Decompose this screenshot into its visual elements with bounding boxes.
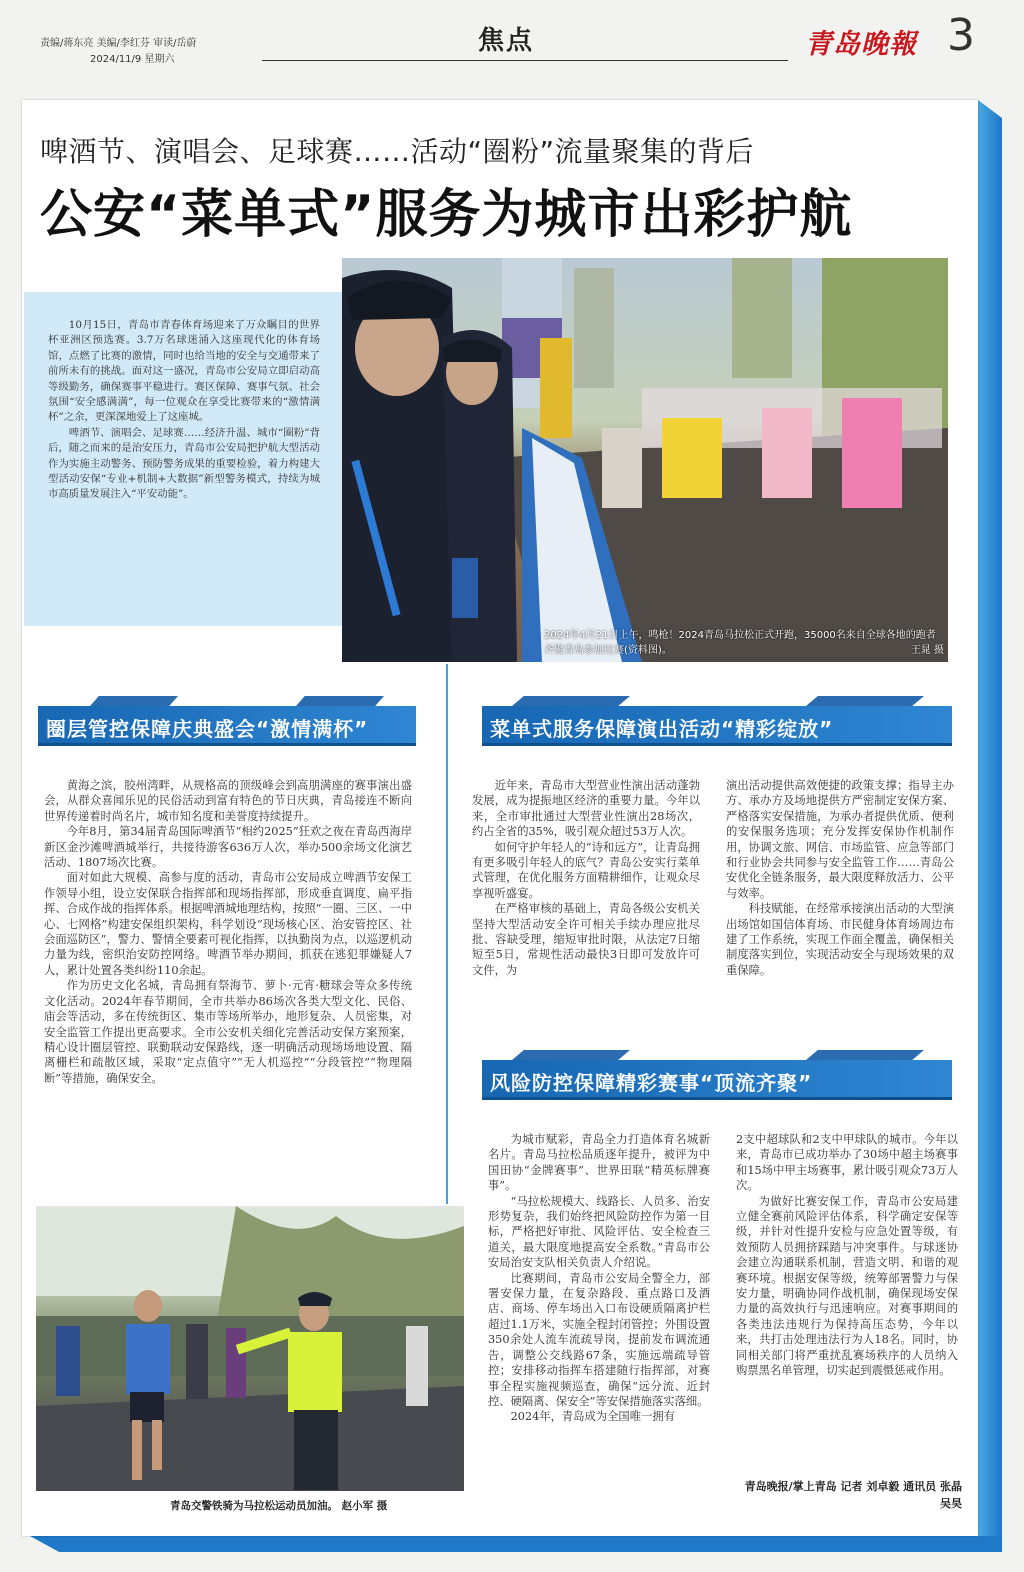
body-paragraph: 2024年，青岛成为全国唯一拥有	[510, 1410, 675, 1424]
body-paragraph: 在严格审核的基础上，青岛各级公安机关坚持大型活动安全许可相关手续办理应批尽批、容缺受理，缩短审批时限，从法定7日缩短至5日，常规性活动最快3日即可发放许可文件，为	[472, 902, 700, 977]
section3-left-body	[488, 1132, 710, 1425]
photo2-caption: 青岛交警铁骑为马拉松运动员加油。 赵小军 摄	[170, 1500, 388, 1512]
body-paragraph: 黄海之滨，胶州湾畔，从规格高的顶级峰会到高朋满座的赛事演出盛会，从群众喜闻乐见的民俗活动到富有特色的节日庆典，青岛接连不断向世界传递着时尚名片，城市知名度和美誉度持续提升。	[44, 779, 412, 823]
body-paragraph: 今年8月，第34届青岛国际啤酒节“相约2025”狂欢之夜在青岛西海岸新区金沙滩啤酒城举行，共接待游客636万人次，举办500余场文化演艺活动、1807场次比赛。	[44, 825, 412, 870]
article-byline: 青岛晚报/掌上青岛 记者 刘卓毅 通讯员 张晶 吴昊	[744, 1480, 962, 1510]
header-rule	[262, 60, 788, 61]
newspaper-logo: 青岛晚報	[805, 29, 917, 60]
section2-right-body	[726, 778, 954, 978]
column-divider	[446, 664, 448, 1204]
page-meta	[40, 36, 196, 68]
section1-body	[44, 778, 412, 1086]
intro-paragraph: 啤酒节、演唱会、足球赛……经济升温、城市“圈粉”背后，随之而来的是治安压力，青岛市公安局把护航大型活动作为实施主动警务、预防警务成果的重要检验，着力构建大型活动安保“专业+机制+大数据”新型警务模式，持续为城市高质量发展注入“平安动能”。	[48, 426, 320, 501]
page-number: 3	[947, 10, 975, 61]
card-side-decoration	[978, 100, 1002, 1552]
body-paragraph: 为城市赋彩，青岛全力打造体育名城新名片。青岛马拉松品质逐年提升，被评为中国田协“金牌赛事”、世界田联“精英标牌赛事”。	[488, 1133, 710, 1193]
photo1-caption: 2024年4月21日上午，鸣枪！2024青岛马拉松正式开跑，35000名来自全球各地的跑者齐聚青岛参加比赛(资料图)。	[544, 630, 936, 656]
section1-title: 圈层管控保障庆典盛会“激情满杯”	[46, 717, 369, 741]
body-paragraph: 近年来，青岛市大型营业性演出活动蓬勃发展，成为提振地区经济的重要力量。今年以来，全市审批通过大型营业性演出28场次，约占全省的35%，吸引观众超过53万人次。	[472, 779, 700, 839]
article-headline: 公安“菜单式”服务为城市出彩护航	[40, 185, 853, 245]
traffic-police-photo	[36, 1206, 464, 1491]
body-paragraph: 面对如此大规模、高参与度的活动，青岛市公安局成立啤酒节安保工作领导小组，设立安保联合指挥部和现场指挥部，形成垂直调度、扁平指挥、合成作战的指挥体系。根据啤酒城地理结构，按照“一圈、三区、一中心、七网格”构建安保组织架构，科学划设“现场核心区、治安管控区、社会面巡防区”，警力、警情全要素可视化指挥，以执勤岗为点，以巡逻机动力量为线，密织治安防控网络。啤酒节举办期间，抓获在逃犯罪嫌疑人7人，累计处置各类纠纷110余起。	[44, 871, 412, 977]
intro-paragraph: 10月15日，青岛市青春体育场迎来了万众瞩目的世界杯亚洲区预选赛。3.7万名球迷涌入这座现代化的体育场馆，点燃了比赛的激情，同时也给当地的安全与交通带来了前所未有的挑战。面对这一盛况，青岛市公安局立即启动高等级勤务，确保赛事平稳进行。赛区保障、赛事气氛、社会氛围“安全感满满”，每一位观众在享受比赛带来的“激情满杯”之余，更深深地爱上了这座城。	[48, 319, 320, 424]
body-paragraph: 作为历史文化名城，青岛拥有祭海节、萝卜·元宵·糖球会等众多传统文化活动。2024年春节期间，全市共举办86场次各类大型文化、民俗、庙会等活动，多在传统街区、集市等场所举办，地形复杂、人员密集，对安全监管工作提出更高要求。全市公安机关细化完善活动安保方案预案，精心设计圈层管控、联勤联动安保路线，逐一明确活动现场场地设置、隔离栅栏和疏散区域，采取“定点值守”“无人机巡控”“分段管控”“物理隔断”等措施，确保安全。	[44, 979, 412, 1085]
body-paragraph: “马拉松规模大、线路长、人员多、治安形势复杂，我们始终把风险防控作为第一目标，严格把好审批、风险评估、安全检查三道关，最大限度地提高安全系数。”青岛市公安局治安支队相关负责人介绍说。	[488, 1194, 710, 1270]
body-paragraph: 科技赋能，在经常承接演出活动的大型演出场馆如国信体育场、市民健身体育场周边布建了工作系统，实现工作面全覆盖，确保相关制度落实到位，实现活动安全与现场效果的双重保障。	[726, 902, 954, 977]
section3-banner	[482, 1050, 952, 1100]
section-title: 焦点	[478, 26, 535, 56]
body-paragraph: 2支中超球队和2支中甲球队的城市。今年以来，青岛市已成功举办了30场中超主场赛事和15场中甲主场赛事，累计吸引观众73万人次。	[736, 1133, 958, 1193]
photo1-credit: 王晁 摄	[910, 645, 944, 656]
section2-left-body	[472, 778, 700, 978]
marathon-police-photo	[342, 258, 948, 662]
body-paragraph: 为做好比赛安保工作，青岛市公安局建立健全赛前风险评估体系，科学确定安保等级，并针对性提升安检与应急处置等级，有效预防人员拥挤踩踏与冲突事件。与球迷协会建立沟通联系机制，营造文明、和谐的观赛环境。根据安保等级，统筹部署警力与保安力量，明确协同作战机制，确保现场安保力量的高效执行与迅速响应。对赛事期间的各类违法违规行为保持高压态势，今年以来，共打击处理违法行为人18名。同时，协同相关部门将严重扰乱赛场秩序的人员纳入购票黑名单管理，切实起到震慑惩戒作用。	[736, 1194, 958, 1378]
intro-box	[24, 292, 342, 626]
editor-credits: 责编/蒋东亮 美编/李红芬 审读/岳蔚	[40, 38, 197, 49]
section2-banner	[482, 696, 952, 746]
section3-right-body	[736, 1132, 958, 1379]
photo1-caption-block	[544, 628, 944, 658]
section1-banner	[38, 696, 416, 746]
body-paragraph: 比赛期间，青岛市公安局全警全力，部署安保力量，在复杂路段、重点路口及酒店、商场、停车场出入口布设硬质隔离护栏超过1.1万米，实施全程封闭管控；外围设置350余处人流车流疏导岗，提前发布调流通告，调整公交线路67条，实施远端疏导管控；安排移动指挥车搭建随行指挥部，对赛事全程实施视频巡查，确保“远分流、近封控、硬隔离、保安全”等安保措施落实落细。	[488, 1271, 710, 1408]
card-bottom-decoration	[30, 1536, 1002, 1552]
body-paragraph: 如何守护年轻人的“诗和远方”，让青岛拥有更多吸引年轻人的底气？青岛公安实行菜单式管理，在优化服务方面精耕细作，让观众尽享视听盛宴。	[472, 840, 700, 900]
article-kicker: 啤酒节、演唱会、足球赛……活动“圈粉”流量聚集的背后	[40, 135, 755, 168]
section2-title: 菜单式服务保障演出活动“精彩绽放”	[490, 717, 834, 741]
issue-date: 2024/11/9 星期六	[90, 54, 175, 65]
section3-title: 风险防控保障精彩赛事“顶流齐聚”	[490, 1071, 813, 1095]
body-paragraph: 演出活动提供高效便捷的政策支撑；指导主办方、承办方及场地提供方严密制定安保方案、严格落实安保措施，为承办者提供优质、便利的安保服务选项；充分发挥安保协作机制作用，协调文旅、网信、市场监管、应急等部门和行业协会共同参与安全监管工作……青岛公安优化全链条服务，最大限度释放活力、公平与效率。	[726, 779, 954, 900]
